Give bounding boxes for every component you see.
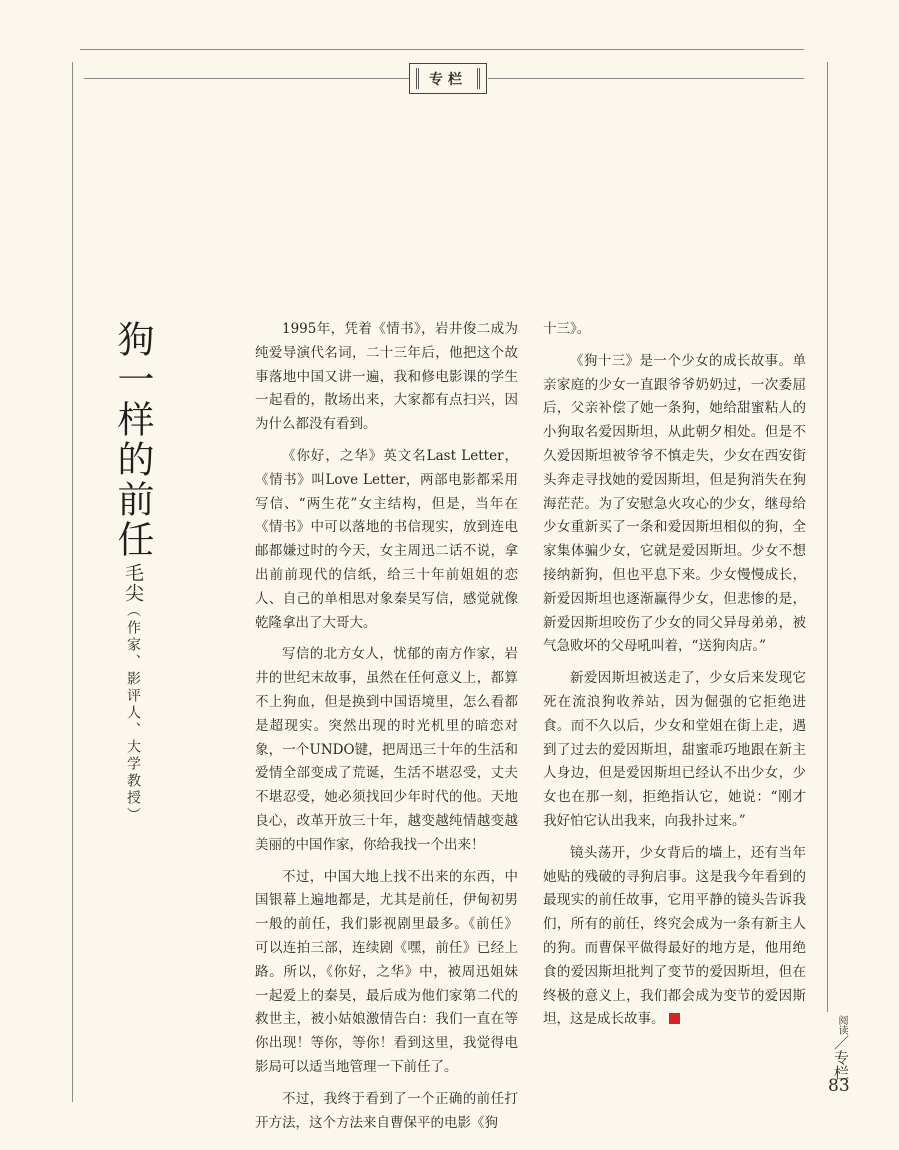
paragraph: 写信的北方女人，忧郁的南方作家，岩井的世纪末故事，虽然在任何意义上，都算不上狗血，但是换到中国语境里，怎么看都是超现实。突然出现的时光机里的暗恋对象，一个UNDO键，把周迅三十年的生活和爱情全部变成了荒诞，生活不堪忍受，丈夫不堪忍受，她必须找回少年时代的他。天地良心，改革开放三十年，越变越纯情越变越美丽的中国作家，你给我找一个出来！ xyxy=(255,646,518,853)
article-title: 狗一样的前任 xyxy=(111,320,154,560)
section-badge-frame xyxy=(416,68,480,89)
page-number: 83 xyxy=(828,1076,850,1096)
left-vertical-rule xyxy=(72,62,73,1102)
author-name: 毛尖 xyxy=(122,563,144,603)
header-rule-right xyxy=(488,78,804,79)
body-column-left xyxy=(255,318,518,1143)
paragraph: 新爱因斯坦被送走了，少女后来发现它死在流浪狗收养站，因为倔强的它拒绝进食。而不久以后，少女和堂姐在街上走，遇到了过去的爱因斯坦，甜蜜乖巧地跟在新主人身边，但是爱因斯坦已经认不出少女，少女也在那一刻，拒绝指认它，她说：“刚才我好怕它认出我来，向我扑过来。” xyxy=(543,670,806,829)
paragraph: 《狗十三》是一个少女的成长故事。单亲家庭的少女一直跟爷爷奶奶过，一次委屈后，父亲补偿了她一条狗，她给甜蜜粘人的小狗取名爱因斯坦，从此朝夕相处。但是不久爱因斯坦被爷爷不慎走失，少女在西安街头奔走寻找她的爱因斯坦，但是狗消失在狗海茫茫。为了安慰急火攻心的少女，继母给少女重新买了一条和爱因斯坦相似的狗，全家集体骗少女，它就是爱因斯坦。少女不想接纳新狗，但也平息下来。少女慢慢成长，新爱因斯坦也逐渐赢得少女，但悲惨的是，新爱因斯坦咬伤了少女的同父异母弟弟，被气急败坏的父母吼叫着，“送狗肉店。” xyxy=(543,352,806,655)
footer-column: ／专栏 xyxy=(832,1035,850,1080)
section-label: 专栏 xyxy=(429,71,467,88)
top-rule xyxy=(80,49,804,50)
paragraph: 1995年，凭着《情书》，岩井俊二成为纯爱导演代名词，二十三年后，他把这个故事落地中国又讲一遍，我和修电影课的学生一起看的，散场出来，大家都有点扫兴，因为什么都没有看到。 xyxy=(255,321,518,433)
footer-magazine: 阅读 xyxy=(836,1015,847,1035)
header-rule-left xyxy=(84,78,409,79)
paragraph-final xyxy=(543,842,806,1032)
paragraph-continuation: 十三》。 xyxy=(543,321,591,337)
paragraph-text: 镜头荡开，少女背后的墙上，还有当年她贴的残破的寻狗启事。这是我今年看到的最现实的前任故事，它用平静的镜头告诉我们，所有的前任，终究会成为一条有新主人的狗。而曹保平做得最好的地方是，他用绝食的爱因斯坦批判了变节的爱因斯坦，但在终极的意义上，我们都会成为变节的爱因斯坦，这是成长故事。 xyxy=(543,844,806,1028)
section-badge xyxy=(409,63,487,94)
author-bio: （作家、影评人、大学教授） xyxy=(125,603,141,824)
end-mark-icon xyxy=(669,1013,680,1024)
paragraph: 《你好，之华》英文名Last Letter，《情书》叫Love Letter，两部电影都采用写信、“两生花”女主结构，但是，当年在《情书》中可以落地的书信现实，放到连电邮都嫌过时的今天，女主周迅二话不说，拿出前前现代的信纸，给三十年前姐姐的恋人、自己的单相思对象秦昊写信，感觉就像乾隆拿出了大哥大。 xyxy=(255,447,518,631)
footer-label xyxy=(830,1015,852,1080)
paragraph: 不过，中国大地上找不出来的东西，中国银幕上遍地都是，尤其是前任，伊甸初男一般的前任，我们影视剧里最多。《前任》可以连拍三部，连续剧《嘿，前任》已经上路。所以，《你好，之华》中，被周迅姐妹一起爱上的秦昊，最后成为他们家第二代的救世主，被小姑娘激情告白：我们一直在等你出现！等你，等你！看到这里，我觉得电影局可以适当地管理一下前任了。 xyxy=(255,868,518,1075)
right-vertical-rule xyxy=(827,62,828,1012)
body-column-right xyxy=(543,318,806,1040)
paragraph: 不过，我终于看到了一个正确的前任打开方法，这个方法来自曹保平的电影《狗 xyxy=(255,1090,518,1131)
byline xyxy=(120,563,146,824)
